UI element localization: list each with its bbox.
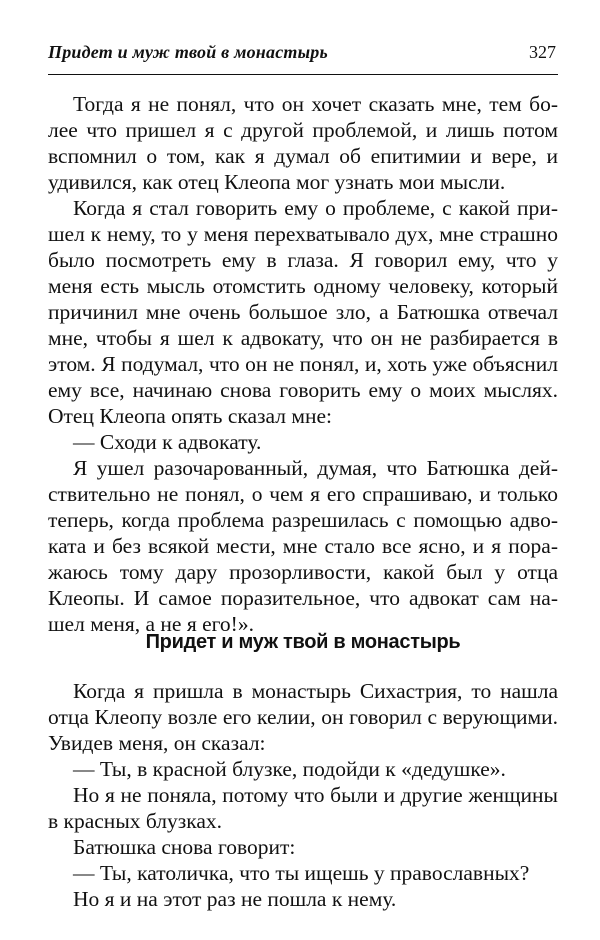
running-title: Придет и муж твой в монастырь [48, 42, 328, 62]
dialogue-line: — Сходи к адвокату. [73, 430, 262, 454]
paragraph: Я ушел разочарованный, думая, что Батюшка действительно не понял, о чем я его спрашиваю, и только теперь, когда проблема разрешилась с помощью адвоката и без всякой мести, мне стало все ясно, и я поражаюсь тому дару прозорливости, какой был у отца Клеопы. И самое поразительное, что адвокат сам нашел меня, а не я его!». [48, 456, 558, 636]
paragraph: Батюшка снова говорит: [73, 835, 296, 859]
running-head [48, 40, 558, 75]
dialogue-line: — Ты, в красной блузке, подойди к «дедушке». [73, 757, 506, 781]
first-section-body [48, 91, 558, 637]
paragraph: Когда я пришла в монастырь Сихастрия, то нашла отца Клеопу возле его келии, он говорил с верующими. Увидев меня, он сказал: [48, 679, 558, 755]
paragraph: Но я и на этот раз не пошла к нему. [73, 887, 397, 911]
section-heading: Придет и муж твой в монастырь [145, 631, 461, 653]
paragraph: Тогда я не понял, что он хочет сказать мне, тем более что пришел я с другой проблемой, и лишь потом вспомнил о том, как я думал об епитимии и вере, и удивился, как отец Клеопа мог узнать мои мысли. [48, 92, 558, 194]
paragraph: Но я не поняла, потому что были и другие женщины в красных блузках. [48, 783, 558, 833]
paragraph: Когда я стал говорить ему о проблеме, с какой пришел к нему, то у меня перехватывало дух, мне страшно было посмотреть ему в глаза. Я говорил ему, что у меня есть мысль отомстить одному человеку, который причинил мне очень большое зло, а Батюшка отвечал мне, чтобы я шел к адвокату, что он не разбирается в этом. Я подумал, что он не понял, и, хоть уже объяснил ему все, начинаю снова говорить ему о моих мыслях. Отец Клеопа опять сказал мне: [48, 196, 558, 428]
second-section-body [48, 678, 558, 912]
dialogue-line: — Ты, католичка, что ты ищешь у православных? [73, 861, 530, 885]
page-number: 327 [529, 42, 556, 62]
